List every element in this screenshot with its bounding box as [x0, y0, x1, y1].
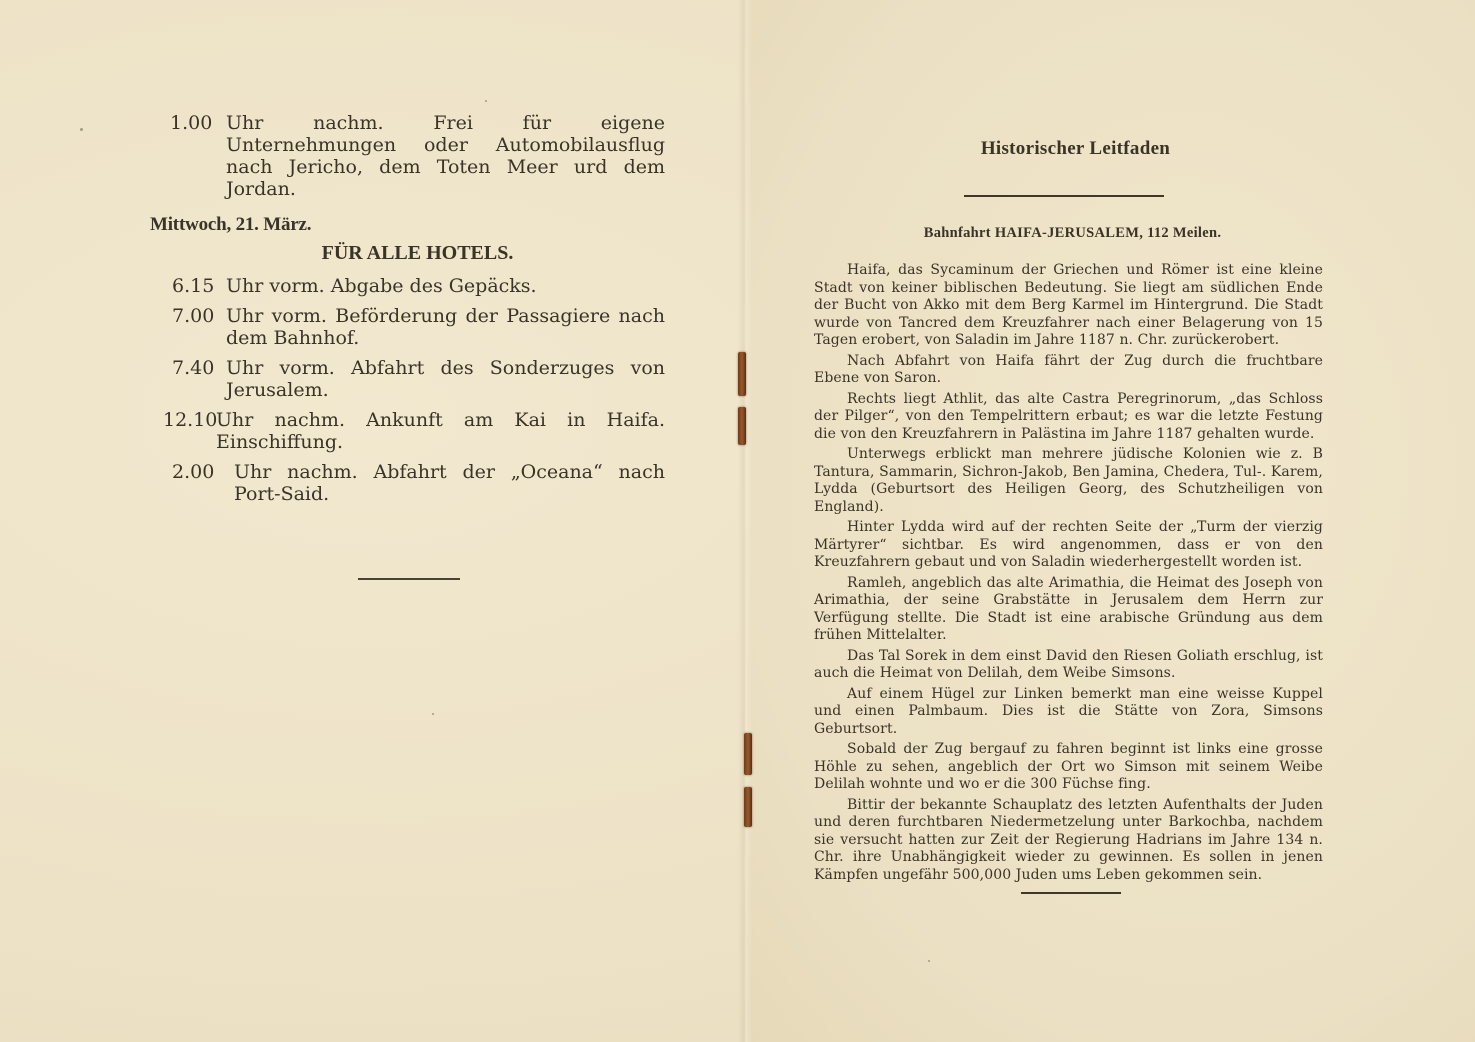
paper-speck	[80, 128, 83, 131]
entry-text: Uhr vorm. Abgabe des Gepäcks.	[226, 275, 537, 297]
paragraph-ramleh: Ramleh, angeblich das alte Arimathia, die Heimat des Joseph von Arimathia, der seine Grabstätte in Jerusalem dem Herrn zur Verfügung stellte. Die Stadt ist eine arabische Gründung aus dem frühen Mittelalter.	[814, 574, 1323, 643]
center-fold	[738, 0, 752, 1042]
entry-text: Uhr nachm. Abfahrt der „Oceana“ nach Port-Said.	[234, 461, 665, 505]
page-title: Historischer Leitfaden	[980, 138, 1171, 159]
day-heading: Mittwoch, 21. März.	[150, 214, 312, 235]
divider-rule	[358, 578, 460, 580]
end-divider	[1021, 892, 1121, 894]
paragraph-cave: Sobald der Zug bergauf zu fahren beginnt ist links eine grosse Höhle zu sehen, angeblich der Ort wo Simson mit seinem Weibe Delilah wohnte und wo er die 300 Füchse fing.	[814, 741, 1323, 792]
staple-bottom-1	[744, 733, 752, 775]
schedule-entry	[150, 357, 665, 401]
paragraph-lydda: Hinter Lydda wird auf der rechten Seite der „Turm der vierzig Märtyrer“ sichtbar. Es wird angenommen, dass er von den Kreuzfahrern gebaut und von Saladin wiederhergestellt worden ist.	[814, 519, 1323, 570]
entry-time: 12.10	[163, 409, 218, 431]
staple-top-1	[738, 352, 746, 396]
staple-bottom-2	[744, 787, 752, 827]
section-heading: FÜR ALLE HOTELS.	[321, 242, 514, 264]
entry-time: 7.40	[172, 357, 215, 379]
section-subtitle: Bahnfahrt HAIFA-JERUSALEM, 112 Meilen.	[923, 225, 1222, 241]
schedule-entry	[150, 461, 665, 505]
entry-time: 6.15	[172, 275, 215, 297]
paragraph-athlit: Rechts liegt Athlit, das alte Castra Peregrinorum, „das Schloss der Pilger“, von den Tempelrittern erbaut; es war die letzte Festung die von den Kreuzfahrern in Palästina im Jahre 1187 gehalten wurde.	[814, 390, 1323, 442]
entry-time: 2.00	[172, 461, 215, 483]
paper-speck	[432, 713, 434, 715]
title-divider	[964, 195, 1164, 197]
schedule-entry	[150, 305, 665, 349]
paragraph-bittir: Bittir der bekannte Schauplatz des letzten Aufenthalts der Juden und deren furchtbaren Niedermetzelung unter Barkochba, nachdem sie versucht hatten zur Zeit der Regierung Hadrians im Jahre 134 n. Chr. ihre Unabhängigkeit wieder zu gewinnen. Es sollen in jenen Kämpfen ungefähr 500,000 Juden ums Leben gekommen sein.	[814, 796, 1323, 883]
paragraph-saron: Nach Abfahrt von Haifa fährt der Zug durch die fruchtbare Ebene von Saron.	[814, 352, 1323, 386]
entry-time: 7.00	[172, 305, 215, 327]
paragraph-haifa: Haifa, das Sycaminum der Griechen und Römer ist eine kleine Stadt von keiner biblischen Bedeutung. Sie liegt am südlichen Ende der Bucht von Akko mit dem Berg Karmel im Hintergrund. Die Stadt wurde von Tancred dem Kreuzfahrer nach einer Belagerung von 15 Tagen erobert, von Saladin im Jahre 1187 n. Chr. zurückerobert.	[814, 262, 1323, 348]
paragraph-zora: Auf einem Hügel zur Linken bemerkt man eine weisse Kuppel und einen Palmbaum. Dies ist die Stätte von Zora, Simsons Geburtsort.	[814, 685, 1323, 737]
paragraph-sorek: Das Tal Sorek in dem einst David den Riesen Goliath erschlug, ist auch die Heimat von Delilah, dem Weibe Simsons.	[814, 647, 1323, 681]
entry-time: 1.00	[170, 112, 213, 134]
schedule-entry	[150, 275, 665, 297]
entry-text: Uhr vorm. Beförderung der Passagiere nach dem Bahnhof.	[226, 305, 665, 349]
paper-speck	[928, 960, 930, 962]
staple-top-2	[738, 407, 746, 445]
left-page	[150, 112, 665, 513]
entry-text: Uhr nachm. Ankunft am Kai in Haifa. Einschiffung.	[216, 409, 665, 453]
entry-text: Uhr nachm. Frei für eigene Unternehmungen oder Automobilausflug nach Jericho, dem Toten Meer urd dem Jordan.	[226, 112, 665, 200]
entry-text: Uhr vorm. Abfahrt des Sonderzuges von Jerusalem.	[226, 357, 665, 401]
paper-speck	[485, 100, 487, 102]
schedule-entry	[150, 112, 665, 200]
schedule-entry	[150, 409, 665, 453]
right-page	[814, 138, 1323, 894]
paragraph-colonies: Unterwegs erblickt man mehrere jüdische Kolonien wie z. B Tantura, Sammarin, Sichron-Jakob, Ben Jamina, Chedera, Tul-. Karem, Lydda (Geburtsort des Heiligen Georg, des Schutzheiligen von England).	[814, 446, 1323, 515]
